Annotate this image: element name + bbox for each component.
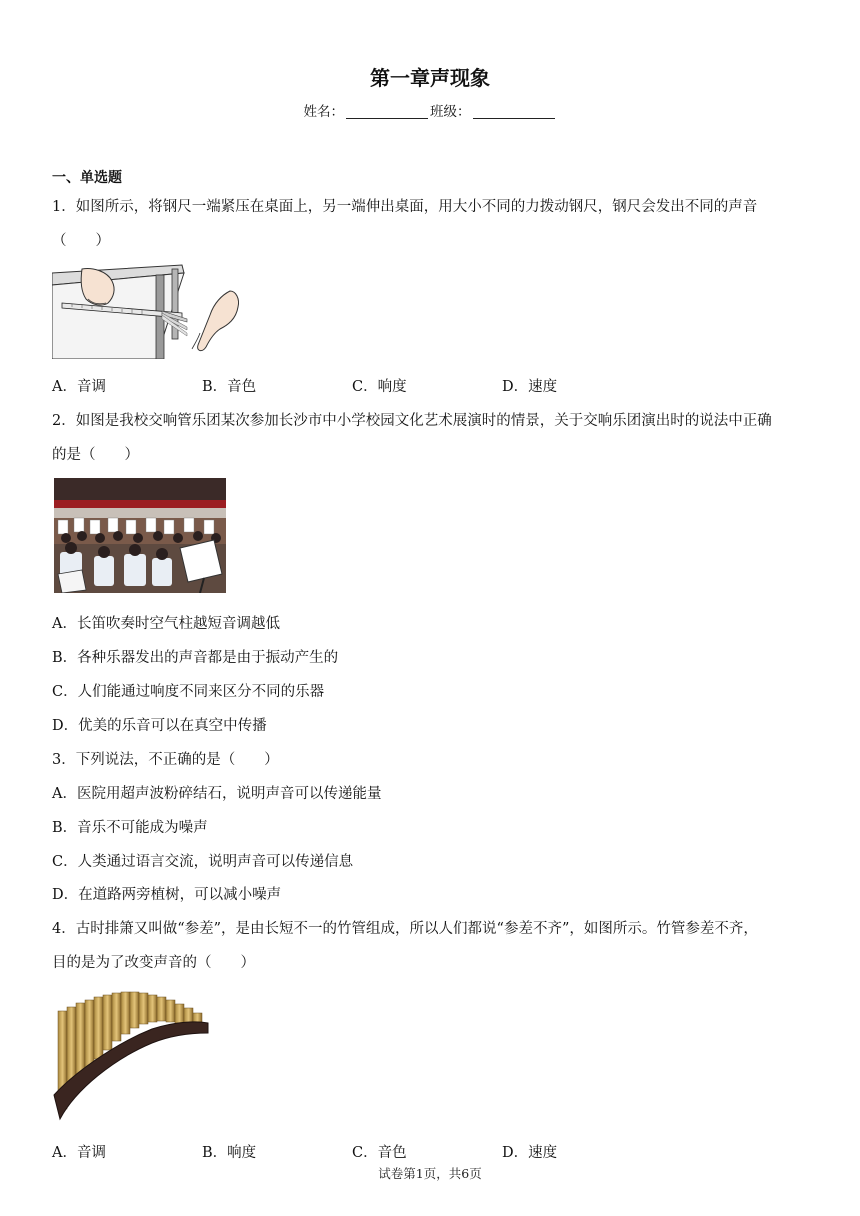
name-label: 姓名：: [303, 104, 344, 120]
question-3-option-c[interactable]: C．人类通过语言交流，说明声音可以传递信息: [52, 854, 354, 870]
question-4-option-b[interactable]: B．响度: [202, 1145, 257, 1161]
ruler-on-desk-figure: [52, 263, 242, 359]
student-info: [0, 100, 860, 120]
question-1-option-a[interactable]: A．音调: [52, 379, 106, 395]
question-4-option-d[interactable]: D．速度: [502, 1145, 558, 1161]
question-4-option-a[interactable]: A．音调: [52, 1145, 106, 1161]
question-2-stem-cont: 的是（ ）: [52, 447, 139, 463]
question-4-stem: 4．古时排箫又叫做“参差”，是由长短不一的竹管组成，所以人们都说“参差不齐”，如图所示。竹管参差不齐，: [52, 921, 758, 937]
question-4-option-c[interactable]: C．音色: [352, 1145, 407, 1161]
orchestra-photo: [54, 478, 226, 593]
section-heading: 一、单选题: [52, 170, 122, 186]
question-1-option-b[interactable]: B．音色: [202, 379, 257, 395]
class-label: 班级：: [430, 104, 471, 120]
question-1-option-d[interactable]: D．速度: [502, 379, 558, 395]
question-3-option-d[interactable]: D．在道路两旁植树，可以减小噪声: [52, 887, 282, 903]
name-blank[interactable]: [346, 104, 428, 119]
class-blank[interactable]: [473, 104, 555, 119]
question-1-stem: 1．如图所示，将钢尺一端紧压在桌面上，另一端伸出桌面，用大小不同的力拨动钢尺，钢尺会发出不同的声音: [52, 199, 758, 215]
question-2-stem: 2．如图是我校交响管乐团某次参加长沙市中小学校园文化艺术展演时的情景，关于交响乐团演出时的说法中正确: [52, 413, 772, 429]
question-1-stem-cont: （ ）: [52, 233, 110, 249]
panpipe-figure: [52, 985, 212, 1123]
question-2-option-c[interactable]: C．人们能通过响度不同来区分不同的乐器: [52, 684, 325, 700]
question-1-option-c[interactable]: C．响度: [352, 379, 407, 395]
question-2-option-b[interactable]: B．各种乐器发出的声音都是由于振动产生的: [52, 650, 339, 666]
question-3-stem: 3．下列说法，不正确的是（ ）: [52, 752, 279, 768]
page-footer: 试卷第1页，共6页: [378, 1166, 482, 1181]
question-2-option-a[interactable]: A．长笛吹奏时空气柱越短音调越低: [52, 616, 280, 632]
page-title: 第一章声现象: [370, 66, 490, 90]
question-2-option-d[interactable]: D．优美的乐音可以在真空中传播: [52, 718, 267, 734]
question-4-stem-cont: 目的是为了改变声音的（ ）: [52, 955, 255, 971]
question-3-option-a[interactable]: A．医院用超声波粉碎结石，说明声音可以传递能量: [52, 786, 382, 802]
question-3-option-b[interactable]: B．音乐不可能成为噪声: [52, 820, 208, 836]
